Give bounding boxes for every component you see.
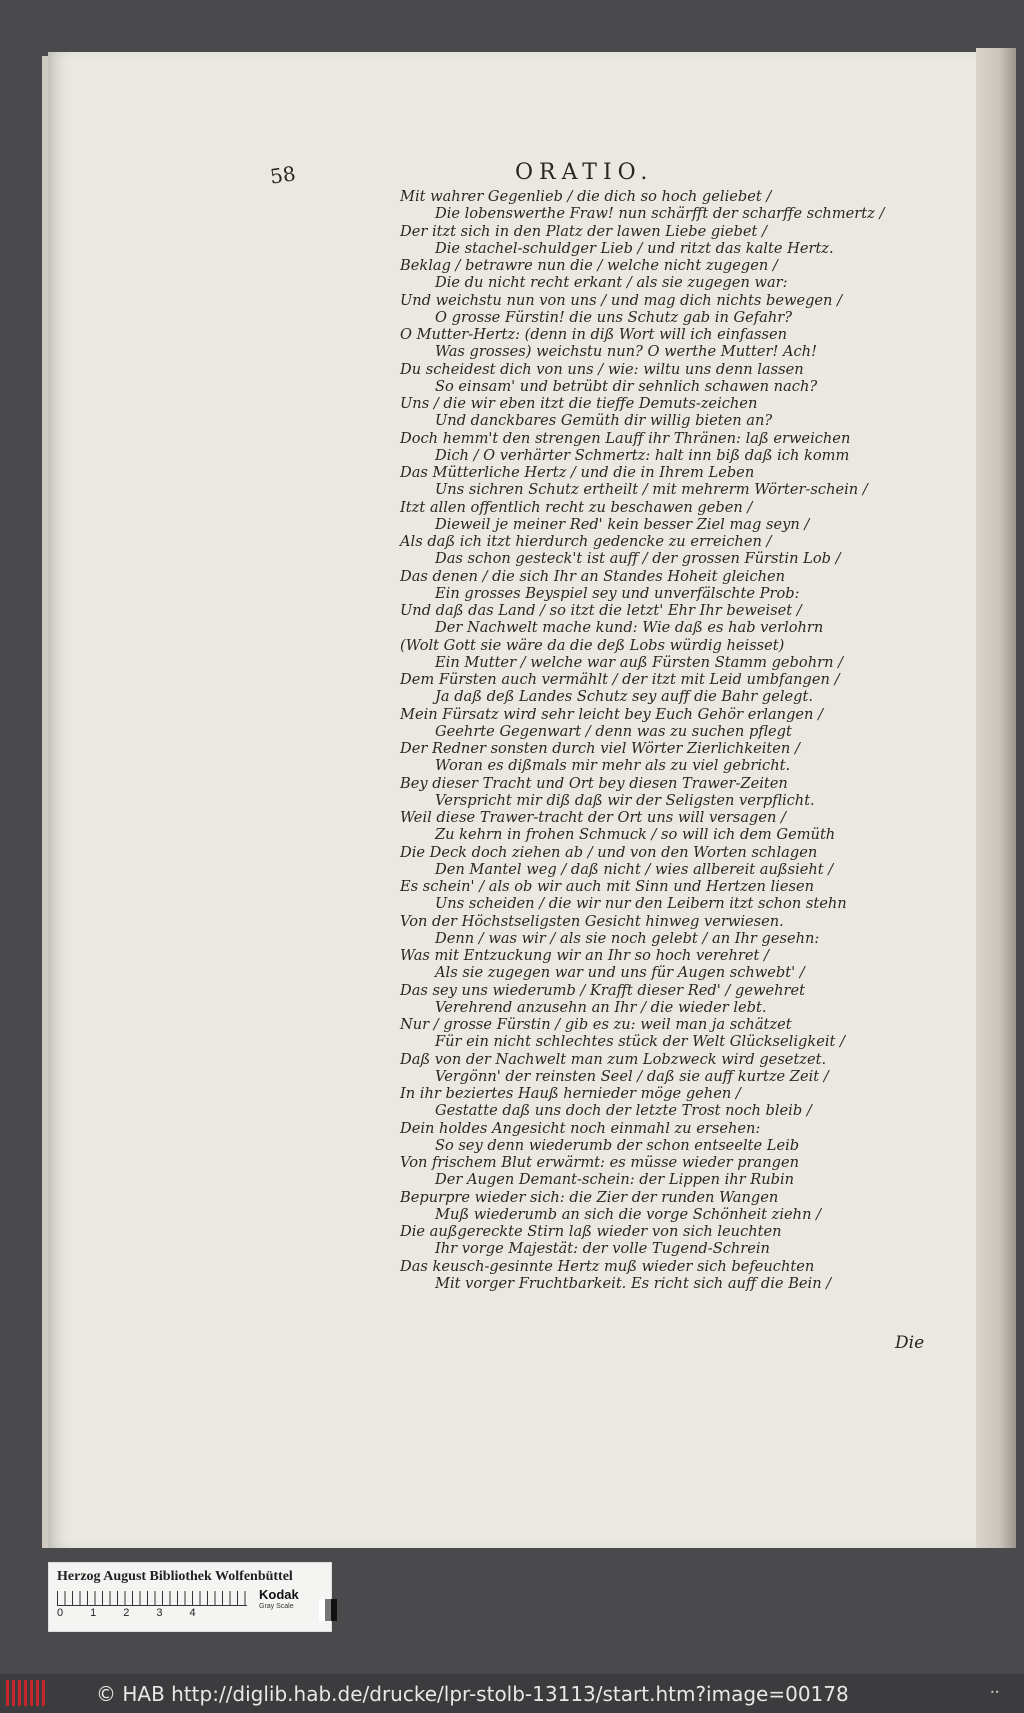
poem-line: Beklag / betrawre nun die / welche nicht zugegen / [400,257,778,274]
poem-line: In ihr beziertes Hauß hernieder möge gehen / [400,1085,741,1102]
poem-line: Uns sichren Schutz ertheilt / mit mehrerm Wörter-schein / [435,481,868,499]
poem-line: Es schein' / als ob wir auch mit Sinn und Hertzen liesen [400,878,815,895]
poem-line: Uns scheiden / die wir nur den Leibern itzt schon stehn [435,895,847,913]
poem-line: Vergönn' der reinsten Seel / daß sie auff kurtze Zeit / [435,1067,829,1085]
poem-line: Von der Höchstseligsten Gesicht hinweg verwiesen. [400,912,784,930]
poem-line: Ja daß deß Landes Schutz sey auff die Bahr gelegt. [435,688,813,706]
footer-bar [0,1674,1024,1713]
poem-line: Die Deck doch ziehen ab / und von den Worten schlagen [400,843,818,861]
poem-line: Zu kehrn in frohen Schmuck / so will ich dem Gemüth [435,826,836,844]
scale-numbers [57,1607,257,1619]
poem-line: Ein grosses Beyspiel sey und unverfälschte Prob: [435,584,800,602]
poem-line: Und weichstu nun von uns / und mag dich nichts bewegen / [400,291,843,309]
poem-line: Der Redner sonsten durch viel Wörter Zierlichkeiten / [400,740,800,757]
poem-line: (Wolt Gott sie wäre da die deß Lobs würdig heisset) [400,636,785,654]
scale-ruler [57,1591,247,1606]
poem-line: Geehrte Gegenwart / denn was zu suchen pflegt [435,722,792,740]
scale-number: 1 [90,1607,97,1619]
poem-line: Mein Fürsatz wird sehr leicht bey Euch Gehör erlangen / [400,705,824,723]
poem-line: Der Augen Demant-schein: der Lippen ihr Rubin [435,1171,795,1189]
poem-line: Bepurpre wieder sich: die Zier der runden Wangen [400,1188,779,1206]
catchword: Die [895,1333,925,1353]
poem-line: Denn / was wir / als sie noch gelebt / an Ihr gesehn: [435,929,820,947]
poem-line: Verehrend anzusehn an Ihr / die wieder lebt. [435,998,767,1016]
poem-line: Mit vorger Fruchtbarkeit. Es richt sich auff die Bein / [435,1274,832,1292]
kodak-brand: Kodak [259,1587,299,1602]
source-url[interactable]: © HAB http://diglib.hab.de/drucke/lpr-stolb-13113/start.htm?image=00178 [96,1682,849,1706]
page-stack-edge [976,48,1016,1548]
poem-line: Das sey uns wiederumb / Krafft dieser Red' / gewehret [400,981,805,999]
poem-line: Bey dieser Tracht und Ort bey diesen Trawer-Zeiten [400,774,788,792]
poem-line: Verspricht mir diß daß wir der Seligsten verpflicht. [435,791,815,809]
poem-line: Dieweil je meiner Red' kein besser Ziel mag seyn / [435,515,810,533]
hab-logo-icon [6,1680,46,1706]
poem-line: Gestatte daß uns doch der letzte Trost noch bleib / [435,1102,812,1120]
gray-patch [319,1599,337,1621]
poem-line: Nur / grosse Fürstin / gib es zu: weil man ja schätzet [400,1016,792,1033]
poem-line: Das schon gesteck't ist auff / der grossen Fürstin Lob / [435,550,841,568]
poem-line: Das keusch-gesinnte Hertz muß wieder sich befeuchten [400,1257,815,1275]
scale-number: 4 [189,1607,196,1619]
poem-line: Den Mantel weg / daß nicht / wies allbereit außsieht / [435,860,834,878]
page-number: 58 [268,161,297,189]
poem-line: Das Mütterliche Hertz / und die in Ihrem Leben [400,464,755,481]
footer-mark: •• [990,1688,1000,1697]
poem-line: Der itzt sich in den Platz der lawen Liebe giebet / [400,222,767,240]
poem-line: Als daß ich itzt hierdurch gedencke zu erreichen / [400,533,772,550]
poem-line: So einsam' und betrübt dir sehnlich schawen nach? [435,377,818,395]
poem-line: Daß von der Nachwelt man zum Lobzweck wird gesetzet. [400,1050,827,1068]
poem-line: Doch hemm't den strengen Lauff ihr Thränen: laß erweichen [400,429,851,447]
scale-number: 2 [123,1607,130,1619]
poem-line: Woran es dißmals mir mehr als zu viel gebricht. [435,757,791,775]
poem-line: Die lobenswerthe Fraw! nun schärfft der scharffe schmertz / [435,205,885,223]
poem-line: So sey denn wiederumb der schon entseelte Leib [435,1136,800,1154]
poem-line: Itzt allen offentlich recht zu beschawen geben / [400,498,753,516]
poem-line: Muß wiederumb an sich die vorge Schönheit ziehn / [435,1205,822,1223]
poem-line: Mit wahrer Gegenlieb / die dich so hoch geliebet / [400,188,772,205]
poem-line: O grosse Fürstin! die uns Schutz gab in Gefahr? [435,308,793,326]
poem-line: Dein holdes Angesicht noch einmahl zu ersehen: [400,1119,761,1137]
poem-line: Ein Mutter / welche war auß Fürsten Stamm gebohrn / [435,653,844,671]
poem-line: Der Nachwelt mache kund: Wie daß es hab verlohrn [435,619,824,637]
poem-line: Weil diese Trawer-tracht der Ort uns will versagen / [400,809,786,826]
gray-scale-label: Gray Scale [259,1603,294,1610]
poem-line: Die stachel-schuldger Lieb / und ritzt das kalte Hertz. [435,239,834,257]
poem-line: Ihr vorge Majestät: der volle Tugend-Schrein [435,1240,770,1258]
poem-line: Als sie zugegen war und uns für Augen schwebt' / [435,964,805,982]
poem-line: Von frischem Blut erwärmt: es müsse wieder prangen [400,1154,800,1171]
library-name: Herzog August Bibliothek Wolfenbüttel [57,1569,293,1584]
poem-line: Die außgereckte Stirn laß wieder von sich leuchten [400,1223,782,1240]
running-title: ORATIO. [515,160,654,185]
poem-line: Du scheidest dich von uns / wie: wiltu uns denn lassen [400,360,804,378]
poem-line: Uns / die wir eben itzt die tieffe Demuts-zeichen [400,395,758,412]
poem-line: Und daß das Land / so itzt die letzt' Ehr Ihr beweiset / [400,602,802,619]
color-calibration-bar [48,1562,332,1632]
poem-line: Für ein nicht schlechtes stück der Welt Glückseligkeit / [435,1033,845,1051]
poem-line: O Mutter-Hertz: (denn in diß Wort will ich einfassen [400,326,787,343]
scale-number: 0 [57,1607,64,1619]
poem-line: Und danckbares Gemüth dir willig bieten an? [435,412,773,430]
poem-line: Das denen / die sich Ihr an Standes Hoheit gleichen [400,567,786,585]
poem-line: Was mit Entzuckung wir an Ihr so hoch verehret / [400,947,769,964]
poem-line: Dem Fürsten auch vermählt / der itzt mit Leid umbfangen / [400,671,840,688]
poem-line: Die du nicht recht erkant / als sie zugegen war: [435,274,788,292]
poem-line: Was grosses) weichstu nun? O werthe Mutter! Ach! [435,343,817,361]
poem-text-block [400,188,885,1292]
scale-number: 3 [156,1607,163,1619]
poem-line: Dich / O verhärter Schmertz: halt inn biß daß ich komm [435,446,850,464]
